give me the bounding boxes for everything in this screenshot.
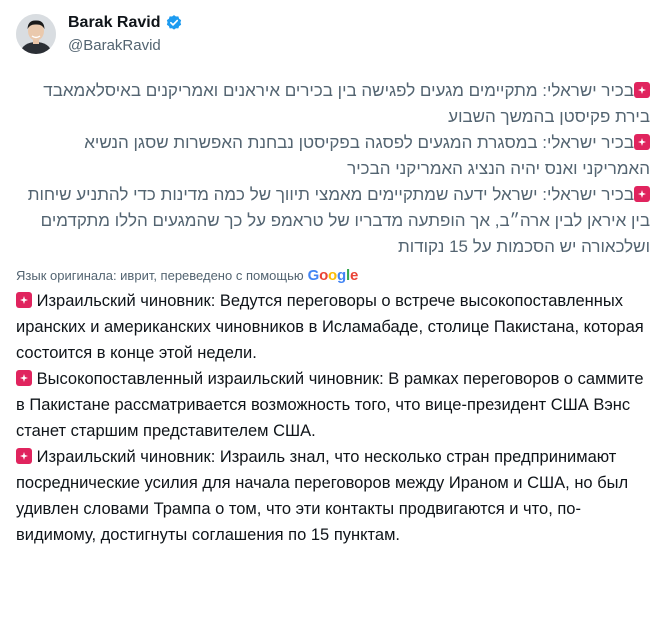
handle[interactable]: @BarakRavid: [68, 37, 161, 54]
avatar[interactable]: [16, 14, 56, 54]
translation-note: Язык оригинала: иврит, переведено с помощью: [16, 267, 304, 283]
translated-paragraph-text: Израильский чиновник: Ведутся переговоры о встрече высокопоставленных иранских и американских чиновников в Исламабаде, столице Пакистана, которая состоится в конце этой недели.: [16, 292, 644, 362]
police-light-icon: [634, 134, 650, 150]
translated-paragraph-text: Израильский чиновник: Израиль знал, что несколько стран предпринимают посреднические усилия для начала переговоров между Ираном и США, но был удивлен словами Трампа о том, что эти контакты продвигаются и что, по-видимому, достигнуты соглашения по 15 пунктам.: [16, 448, 629, 544]
original-paragraph: [16, 182, 650, 260]
author-names: [68, 12, 183, 54]
google-logo[interactable]: Google: [307, 266, 359, 284]
original-text: [16, 78, 652, 260]
translation-attribution: [16, 266, 652, 284]
display-name[interactable]: Barak Ravid: [68, 14, 161, 31]
police-light-icon: [634, 82, 650, 98]
original-paragraph-text: בכיר ישראלי: במסגרת המגעים לפסגה בפקיסטן נבחנת האפשרות שסגן הנשיא האמריקני ואנס יהיה הנציג האמריקני הבכיר: [84, 133, 650, 178]
translated-paragraph-text: Высокопоставленный израильский чиновник: В рамках переговоров о саммите в Пакистане рассматривается возможность того, что вице-президент США Вэнс станет старшим представителем США.: [16, 370, 644, 440]
translated-paragraph: [16, 366, 652, 444]
verified-badge-icon: [165, 14, 183, 32]
police-light-icon: [634, 186, 650, 202]
police-light-icon: [16, 292, 32, 308]
name-row: [68, 12, 183, 34]
police-light-icon: [16, 448, 32, 464]
translated-text: [16, 288, 652, 548]
translated-paragraph: [16, 444, 652, 548]
avatar-image: [16, 14, 56, 54]
translated-paragraph: [16, 288, 652, 366]
original-paragraph-text: בכיר ישראלי: ישראל ידעה שמתקיימים מאמצי תיווך של כמה מדינות כדי להתניע שיחות בין איראן לבין ארה״ב, אך הופתעה מדבריו של טראמפ על כך שהמגעים הללו מתקדמים ושלכאורה יש הסכמות על 15 נקודות: [27, 185, 650, 256]
original-paragraph: [16, 78, 650, 130]
tweet-header: [16, 12, 652, 68]
police-light-icon: [16, 370, 32, 386]
original-paragraph: [16, 130, 650, 182]
original-paragraph-text: בכיר ישראלי: מתקיימים מגעים לפגישה בין בכירים איראנים ואמריקנים באיסלאמאבד בירת פקיסטן בהמשך השבוע: [43, 81, 650, 126]
